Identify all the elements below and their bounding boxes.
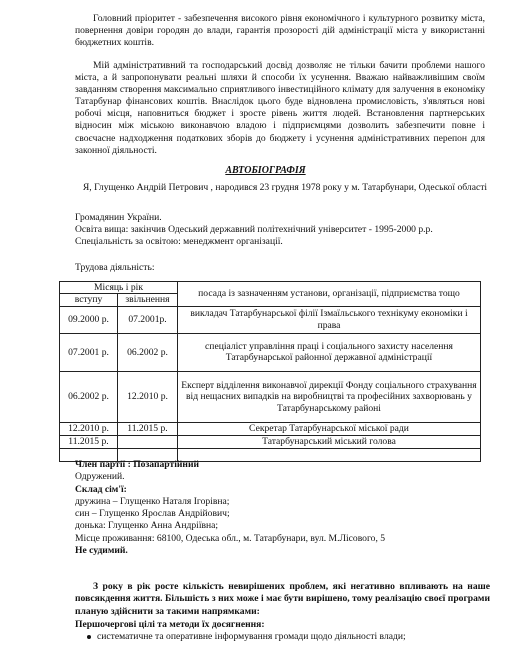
row-end: 06.2002 р. (118, 333, 178, 371)
party-label: Член партії : (75, 459, 131, 470)
header-end: звільнення (118, 294, 178, 306)
header-start: вступу (60, 294, 118, 306)
program-intro (75, 581, 490, 618)
program-intro-text: З року в рік росте кількість невирішених проблем, які негативно впливають на наше повсякдення життя. Більшість з них може і має бути вирішено, тому реалізацію своєї програми планую здійснити за такими напрямками: (75, 581, 490, 617)
family-daughter: донька: Глущенко Анна Андріївна; (75, 520, 219, 532)
table-row (60, 371, 481, 422)
autobiography-heading: АВТОБІОГРАФІЯ (225, 165, 306, 176)
bullet-icon (87, 635, 91, 639)
priority-text: Головний пріоритет - забезпечення високого рівня економічного і культурного розвитку міста, повернення довіри городян до влади, гарантія прозорості дій адміністрації міста у використанні бюджетних коштів. (75, 13, 485, 49)
table-row (60, 435, 481, 448)
party-line (75, 459, 495, 471)
row-start: 12.2010 р. (60, 422, 118, 435)
work-history-table (59, 281, 481, 462)
row-position: Секретар Татарбунарської міської ради (178, 422, 481, 435)
priority-paragraph (75, 13, 485, 49)
table-row (60, 333, 481, 371)
bio-info (75, 212, 495, 249)
row-start: 07.2001 р. (60, 333, 118, 371)
citizenship: Громадянин України. (75, 212, 162, 223)
row-end: 11.2015 р. (118, 422, 178, 435)
experience-paragraph (75, 60, 485, 157)
residence: Місце проживання: 68100, Одеська обл., м. Татарбунари, вул. М.Лісового, 5 (75, 532, 386, 544)
row-start: 09.2000 р. (60, 306, 118, 333)
work-history-title: Трудова діяльність: (75, 262, 155, 273)
row-end: 12.2010 р. (118, 371, 178, 422)
row-position: Експерт відділення виконавчої дирекції Фонду соціального страхування від нещасних випадків на виробництві та професійних захворювань у Татарбунарському районі (178, 371, 481, 422)
goals-subheading: Першочергові цілі та методи їх досягнення: (75, 619, 265, 630)
row-end: 07.2001р. (118, 306, 178, 333)
table-row (60, 422, 481, 435)
row-start: 11.2015 р. (60, 435, 118, 448)
bullet-text: систематичне та оперативне інформування громади щодо діяльності влади; (97, 631, 406, 643)
list-item (87, 631, 490, 643)
family-son: син – Глущенко Ярослав Андрійович; (75, 508, 230, 520)
family-label: Склад сім'ї: (75, 483, 127, 495)
education: Освіта вища: закінчив Одеський державний політехнічний університет - 1995-2000 р.р. (75, 224, 433, 236)
row-position: викладач Татарбунарської філії Ізмаїльського технікуму економіки і права (178, 306, 481, 333)
program-goals (75, 619, 490, 644)
row-position: спеціаліст управління праці і соціального захисту населення Татарбунарської районної державної адміністрації (178, 333, 481, 371)
personal-info (75, 459, 495, 557)
header-period: Місяць і рік (60, 282, 178, 294)
experience-text: Мій адміністративний та господарський досвід дозволяє не тільки бачити проблеми нашого міста, а й запропонувати реальні шляхи й способи їх усунення. Вважаю найважливішим своїм завданням створення максимально сприятливого інвестиційного клімату для залучення в економіку Татарбунар фінансових коштів. Внаслідок цього буде відновлена промисловість, з'являться нові робочі місця, наповниться бюджет і зросте рівень життя людей. Встановлення партнерських відносин між міською виконавчою владою і підприємцями дозволить забезпечити повне і своєчасне надходження податкових зборів до бюджету і усунення адміністративних перепон для законної діяльності. (75, 60, 485, 156)
family-wife: дружина – Глущенко Наталя Ігорівна; (75, 495, 230, 507)
conviction-status: Не судимий. (75, 545, 128, 557)
row-position: Татарбунарський міський голова (178, 435, 481, 448)
bio-intro: Я, Глущенко Андрій Петрович , народився 23 грудня 1978 року у м. Татарбунари, Одеської області (82, 182, 488, 193)
row-end (118, 435, 178, 448)
header-position: посада із зазначенням установи, організації, підприємства тощо (178, 282, 481, 307)
row-start: 06.2002 р. (60, 371, 118, 422)
table-header-row (60, 282, 481, 294)
marital-status: Одружений. (75, 471, 125, 483)
party-value: Позапартійний (133, 459, 199, 470)
specialty: Спеціальність за освітою: менеджмент організації. (75, 236, 283, 248)
table-row (60, 306, 481, 333)
